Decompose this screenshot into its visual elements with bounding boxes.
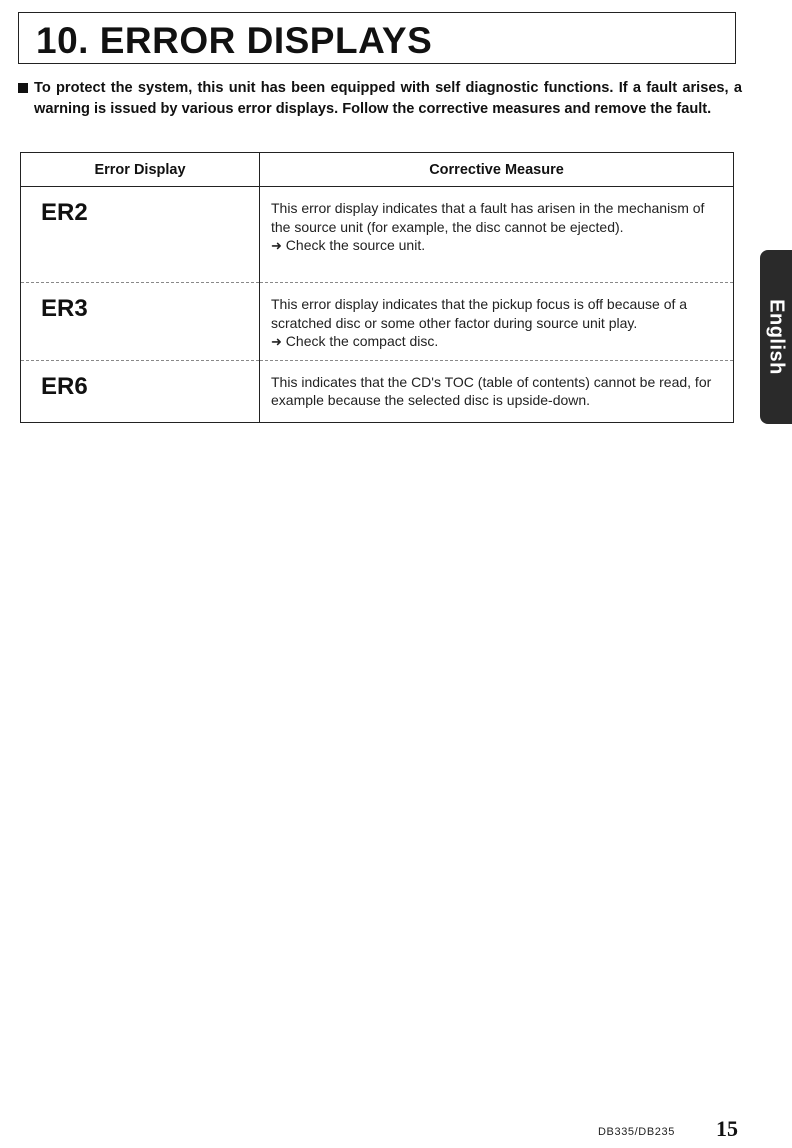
measure-description: This error display indicates that the pickup focus is off because of a scratched disc or some other factor during source unit play. <box>271 296 688 331</box>
header-corrective-measure: Corrective Measure <box>260 153 734 187</box>
table-row <box>21 283 734 361</box>
error-code-cell <box>21 360 260 422</box>
measure-cell <box>260 187 734 283</box>
table-row <box>21 360 734 422</box>
arrow-right-icon: ➜ <box>271 238 282 253</box>
language-side-tab <box>760 250 792 424</box>
measure-text <box>260 361 733 418</box>
measure-text <box>260 187 733 264</box>
page-number: 15 <box>716 1116 738 1141</box>
intro-text: To protect the system, this unit has been equipped with self diagnostic functions. If a fault arises, a warning is issued by various error displays. Follow the corrective measures and remove the fault. <box>34 80 742 117</box>
error-code: ER3 <box>41 295 88 322</box>
measure-cell <box>260 360 734 422</box>
measure-description: This error display indicates that a fault has arisen in the mechanism of the source unit (for example, the disc cannot be ejected). <box>271 200 705 235</box>
error-code: ER6 <box>41 372 88 400</box>
arrow-right-icon: ➜ <box>271 334 282 349</box>
section-title-box <box>18 12 736 64</box>
error-display-table <box>20 152 734 423</box>
error-code-cell <box>21 187 260 283</box>
measure-text <box>260 283 733 360</box>
error-code-cell <box>21 283 260 361</box>
action-text: Check the source unit. <box>285 237 426 253</box>
section-title: 10. ERROR DISPLAYS <box>36 20 433 61</box>
measure-cell <box>260 283 734 361</box>
measure-description: This indicates that the CD's TOC (table of contents) cannot be read, for example because the selected disc is upside-down. <box>271 373 712 408</box>
error-code: ER2 <box>41 199 88 226</box>
table-row <box>21 187 734 283</box>
header-error-display: Error Display <box>21 153 260 187</box>
intro-paragraph <box>18 78 742 119</box>
measure-action <box>271 236 719 256</box>
measure-action <box>271 332 719 352</box>
table-header-row <box>21 153 734 187</box>
side-tab-label: English <box>765 299 788 375</box>
model-number: DB335/DB235 <box>598 1126 675 1138</box>
square-bullet-icon <box>18 83 28 93</box>
action-text: Check the compact disc. <box>285 333 439 349</box>
